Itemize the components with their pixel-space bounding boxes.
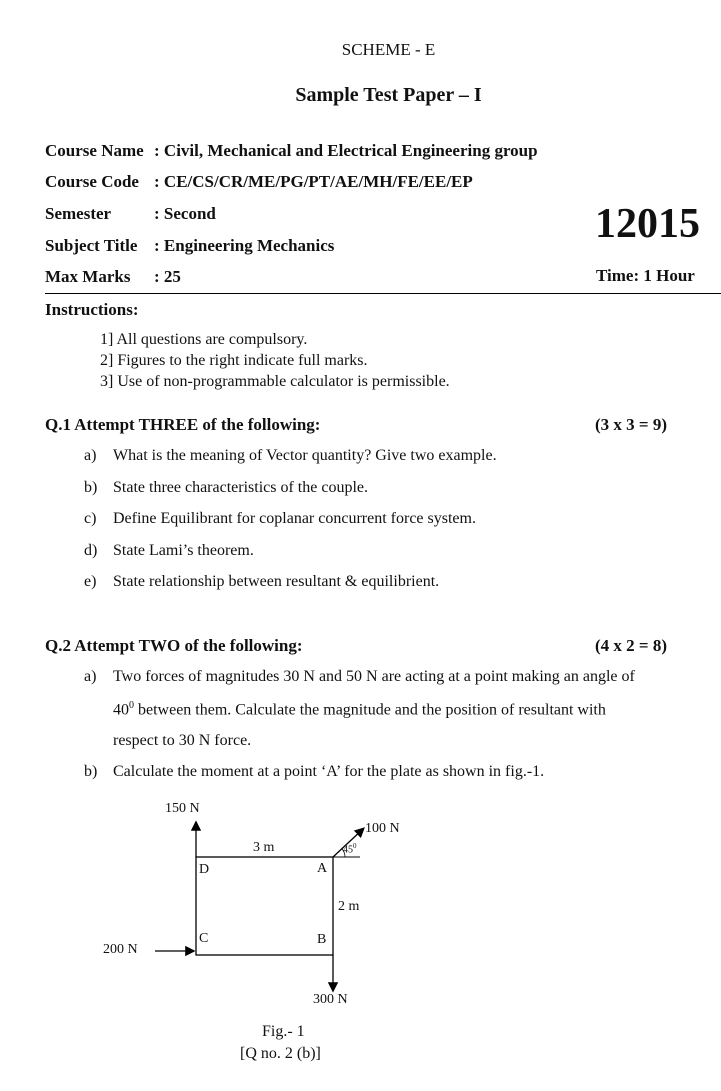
q1-option-text: State Lami’s theorem. — [113, 542, 254, 559]
length-2m-label: 2 m — [338, 899, 360, 914]
force-200-label: 200 N — [103, 942, 138, 957]
force-100-label: 100 N — [365, 821, 400, 836]
paper-title: Sample Test Paper – I — [295, 84, 482, 106]
q1-option-text: State three characteristics of the couple. — [113, 479, 368, 496]
q2a-line1: Two forces of magnitudes 30 N and 50 N are acting at a point making an angle of — [113, 668, 635, 685]
q1-option-label: b) — [84, 479, 98, 496]
instruction-item: 2] Figures to the right indicate full marks. — [100, 352, 368, 369]
scheme-label: SCHEME - E — [341, 40, 436, 59]
angle-text: 45 — [343, 844, 353, 856]
q2a-line2-rest: between them. Calculate the magnitude and the position of resultant with — [134, 701, 606, 719]
degree-sup: 0 — [129, 700, 134, 711]
angle-label — [343, 842, 357, 855]
q2b-text: Calculate the moment at a point ‘A’ for the plate as shown in fig.-1. — [113, 763, 545, 780]
max-marks-value: : 25 — [154, 267, 181, 286]
course-code-value: : CE/CS/CR/ME/PG/PT/AE/MH/FE/EE/EP — [154, 172, 473, 191]
semester-value: : Second — [154, 204, 216, 223]
q1-option-text: What is the meaning of Vector quantity? Give two example. — [113, 447, 497, 464]
plate-rect — [196, 857, 333, 955]
q1-option-text: State relationship between resultant & equilibrient. — [113, 573, 440, 590]
q1-heading: Q.1 Attempt THREE of the following: — [45, 415, 321, 434]
q1-marks: (3 x 3 = 9) — [595, 415, 668, 434]
point-d-label: D — [199, 862, 210, 877]
course-code-label: Course Code — [45, 172, 139, 191]
angle-value: 40 — [113, 701, 129, 719]
point-b-label: B — [317, 932, 327, 947]
point-c-label: C — [199, 931, 209, 946]
q1-option-label: c) — [84, 510, 97, 527]
q1-option-label: d) — [84, 542, 98, 559]
q2-heading: Q.2 Attempt TWO of the following: — [45, 636, 303, 655]
figure-reference: [Q no. 2 (b)] — [240, 1045, 321, 1062]
q1-option-label: e) — [84, 573, 97, 590]
force-300-label: 300 N — [313, 992, 348, 1007]
force-150-label: 150 N — [165, 801, 200, 816]
semester-label: Semester — [45, 204, 112, 223]
course-name-value: : Civil, Mechanical and Electrical Engineering group — [154, 141, 538, 160]
figure-caption: Fig.- 1 — [262, 1023, 305, 1040]
subject-title-value: : Engineering Mechanics — [154, 236, 335, 255]
point-a-label: A — [317, 861, 328, 876]
q2-option-label: a) — [84, 668, 97, 685]
length-3m-label: 3 m — [253, 840, 275, 855]
instruction-item: 1] All questions are compulsory. — [100, 331, 308, 348]
q1-option-label: a) — [84, 447, 97, 464]
angle-degree: 0 — [353, 842, 357, 850]
q2a-line3: respect to 30 N force. — [113, 732, 252, 749]
instruction-item: 3] Use of non-programmable calculator is permissible. — [100, 373, 450, 390]
max-marks-label: Max Marks — [45, 267, 131, 286]
q2-marks: (4 x 2 = 8) — [595, 636, 668, 655]
paper-code: 12015 — [595, 201, 700, 247]
q2-option-label: b) — [84, 763, 98, 780]
subject-title-label: Subject Title — [45, 236, 138, 255]
q1-option-text: Define Equilibrant for coplanar concurrent force system. — [113, 510, 476, 527]
instructions-heading: Instructions: — [45, 300, 139, 319]
time-label: Time: 1 Hour — [596, 266, 695, 285]
course-name-label: Course Name — [45, 141, 144, 160]
